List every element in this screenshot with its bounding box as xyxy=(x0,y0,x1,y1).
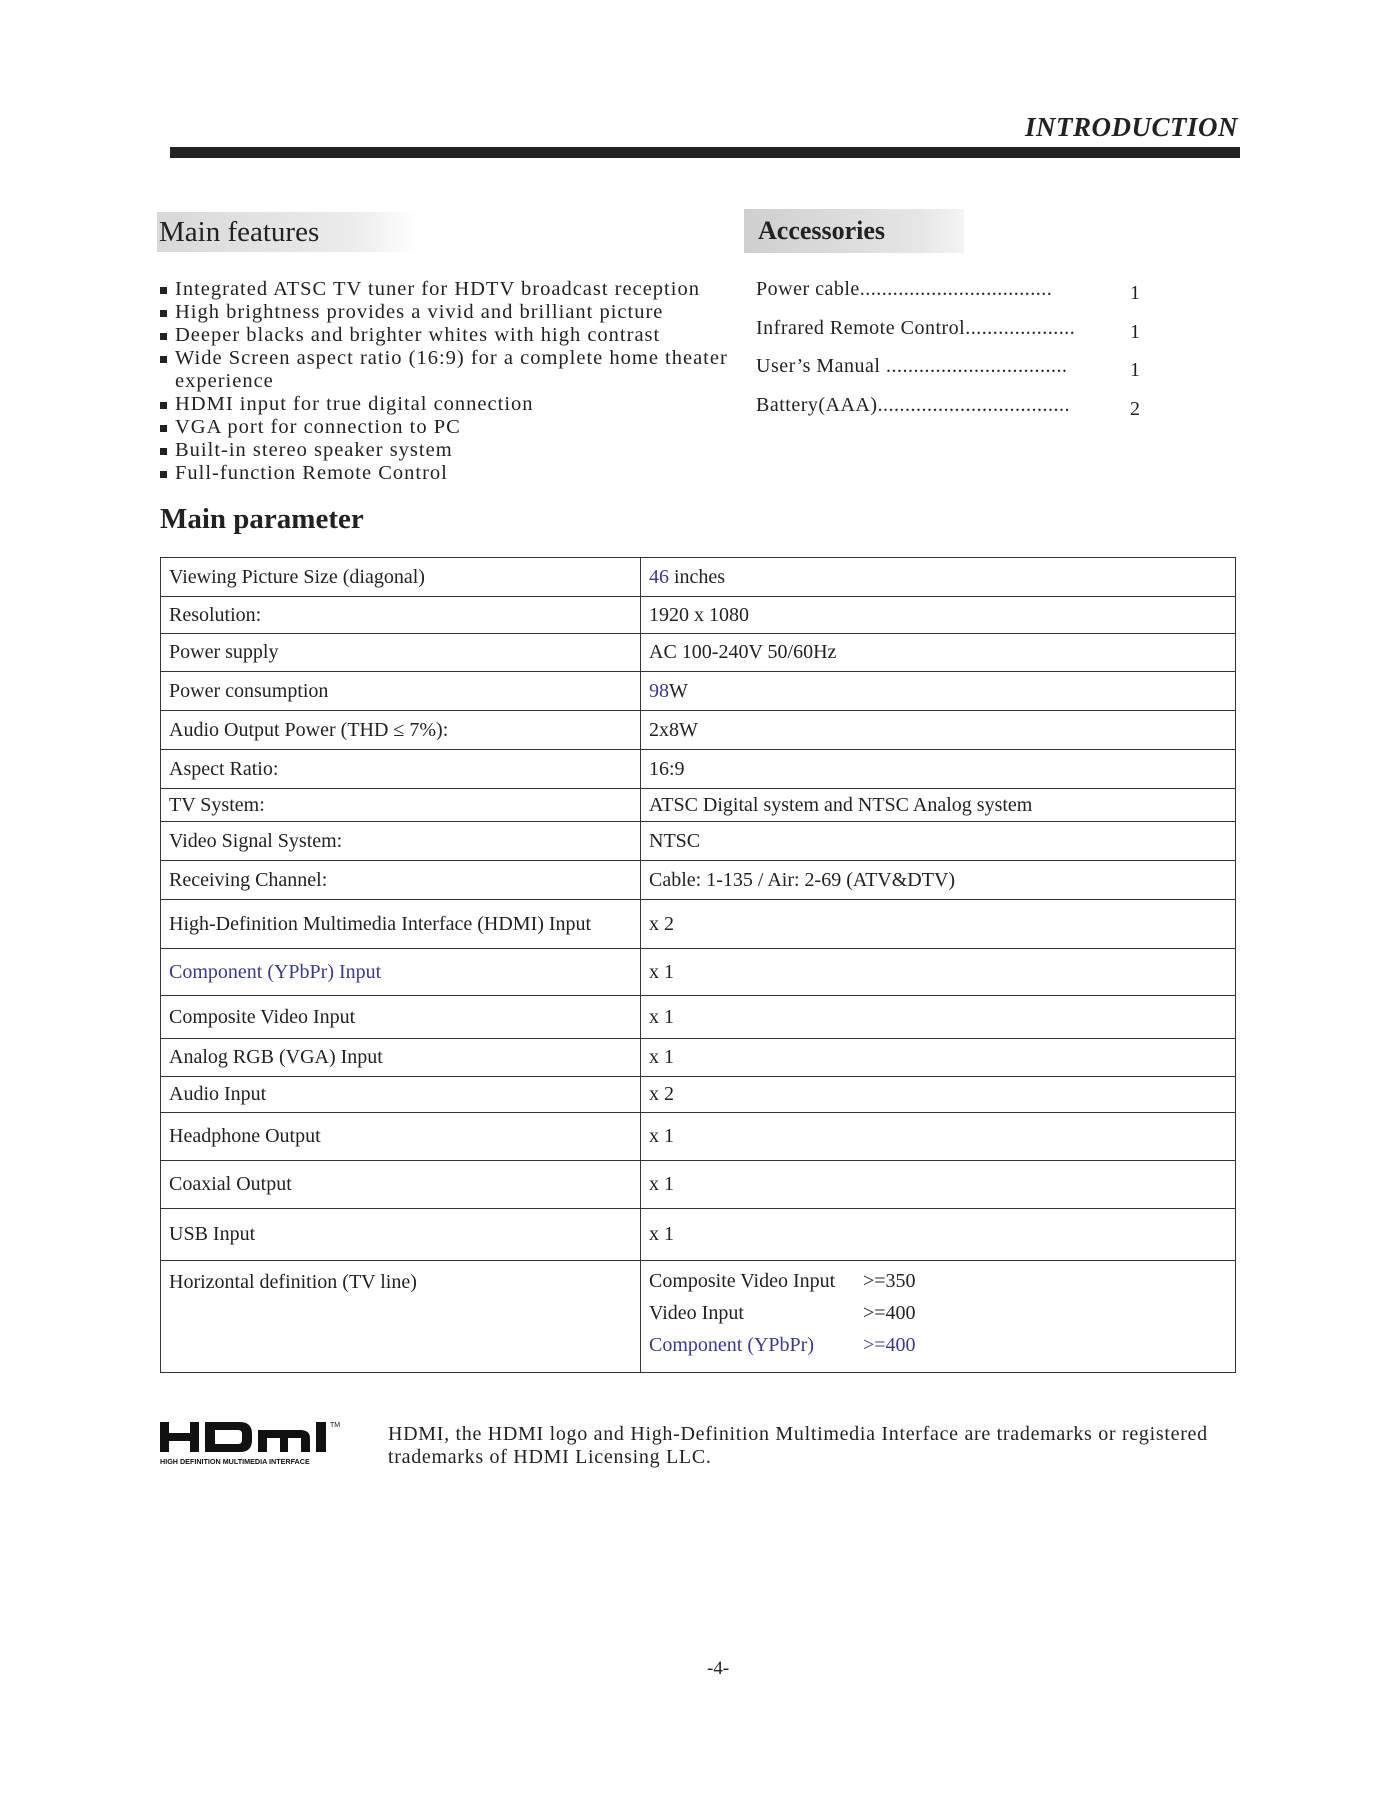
svg-text:TM: TM xyxy=(330,1422,341,1429)
accessories-list xyxy=(756,278,1146,432)
param-label: Analog RGB (VGA) Input xyxy=(161,1039,641,1077)
bullet-square-icon xyxy=(160,425,167,432)
param-value: x 2 xyxy=(641,900,1236,949)
table-row xyxy=(161,1209,1236,1261)
feature-item: Built-in stereo speaker system xyxy=(160,439,740,462)
trademark-note: HDMI, the HDMI logo and High-Definition Multimedia Interface are trademarks or registered trademarks of HDMI Licensing LLC. xyxy=(388,1423,1208,1468)
param-label: Headphone Output xyxy=(161,1113,641,1161)
feature-item: Deeper blacks and brighter whites with high contrast xyxy=(160,324,740,347)
param-label: USB Input xyxy=(161,1209,641,1261)
param-label: High-Definition Multimedia Interface (HDMI) Input xyxy=(161,900,641,949)
table-row xyxy=(161,996,1236,1039)
table-row xyxy=(161,949,1236,996)
param-value: Cable: 1-135 / Air: 2-69 (ATV&DTV) xyxy=(641,861,1236,900)
accessory-label: Battery(AAA)................................... xyxy=(756,393,1071,416)
param-value: x 1 xyxy=(641,1039,1236,1077)
header-rule xyxy=(170,147,1240,158)
table-row xyxy=(161,750,1236,789)
param-label: Power supply xyxy=(161,634,641,672)
param-value: 46 inches xyxy=(641,558,1236,597)
table-row xyxy=(161,900,1236,949)
bullet-square-icon xyxy=(160,471,167,478)
feature-item: High brightness provides a vivid and brilliant picture xyxy=(160,301,740,324)
accessory-qty: 1 xyxy=(1130,359,1141,381)
param-label: Composite Video Input xyxy=(161,996,641,1039)
param-value: x 1 xyxy=(641,1209,1236,1261)
accessory-label: User’s Manual ................................. xyxy=(756,355,1068,377)
param-value: x 1 xyxy=(641,996,1236,1039)
table-row xyxy=(161,711,1236,750)
table-row xyxy=(161,1077,1236,1113)
accessory-row xyxy=(756,317,1146,356)
hdef-line: Video Input >=400 xyxy=(649,1302,916,1324)
page-header-title: INTRODUCTION xyxy=(1024,112,1238,142)
bullet-square-icon xyxy=(160,333,167,340)
feature-item: Wide Screen aspect ratio (16:9) for a complete home theater experience xyxy=(160,347,740,393)
param-label: Receiving Channel: xyxy=(161,861,641,900)
bullet-square-icon xyxy=(160,310,167,317)
param-value: NTSC xyxy=(641,822,1236,861)
table-row xyxy=(161,672,1236,711)
param-label: Audio Input xyxy=(161,1077,641,1113)
accessory-row xyxy=(756,394,1146,433)
table-row xyxy=(161,861,1236,900)
param-value: 16:9 xyxy=(641,750,1236,789)
param-value-multiline xyxy=(641,1261,1236,1373)
param-label: Video Signal System: xyxy=(161,822,641,861)
table-row xyxy=(161,1261,1236,1373)
table-row xyxy=(161,822,1236,861)
table-row xyxy=(161,1161,1236,1209)
features-list xyxy=(160,278,740,485)
param-label: Component (YPbPr) Input xyxy=(161,949,641,996)
param-value: 2x8W xyxy=(641,711,1236,750)
accessory-row xyxy=(756,355,1146,394)
param-value-highlight: 98 xyxy=(649,679,669,702)
accessory-qty: 2 xyxy=(1130,397,1141,420)
param-value: ATSC Digital system and NTSC Analog system xyxy=(641,789,1236,822)
accessory-qty: 1 xyxy=(1130,282,1141,304)
feature-item: Integrated ATSC TV tuner for HDTV broadcast reception xyxy=(160,278,740,301)
bullet-square-icon xyxy=(160,287,167,294)
accessory-row xyxy=(756,278,1146,317)
svg-text:HIGH DEFINITION MULTIMEDIA INT: HIGH DEFINITION MULTIMEDIA INTERFACE xyxy=(160,1457,310,1466)
main-parameter-heading: Main parameter xyxy=(160,503,364,535)
param-label: TV System: xyxy=(161,789,641,822)
parameter-table xyxy=(160,557,1236,1373)
feature-item: HDMI input for true digital connection xyxy=(160,393,740,416)
param-label: Audio Output Power (THD ≤ 7%): xyxy=(161,711,641,750)
param-label: Resolution: xyxy=(161,597,641,634)
param-label: Coaxial Output xyxy=(161,1161,641,1209)
param-value: x 1 xyxy=(641,949,1236,996)
page-number: -4- xyxy=(707,1658,730,1679)
table-row xyxy=(161,1113,1236,1161)
param-value: AC 100-240V 50/60Hz xyxy=(641,634,1236,672)
bullet-square-icon xyxy=(160,448,167,455)
param-label: Viewing Picture Size (diagonal) xyxy=(161,558,641,597)
table-row xyxy=(161,634,1236,672)
param-value: x 2 xyxy=(641,1077,1236,1113)
accessories-heading: Accessories xyxy=(744,209,964,253)
param-value-highlight: 46 xyxy=(649,565,669,588)
accessory-label: Power cable................................... xyxy=(756,278,1053,300)
param-label: Horizontal definition (TV line) xyxy=(161,1261,641,1373)
bullet-square-icon xyxy=(160,356,167,363)
main-features-heading: Main features xyxy=(157,212,419,252)
table-row xyxy=(161,789,1236,822)
bullet-square-icon xyxy=(160,402,167,409)
table-row xyxy=(161,597,1236,634)
table-row xyxy=(161,558,1236,597)
param-value: x 1 xyxy=(641,1113,1236,1161)
param-value: 98W xyxy=(641,672,1236,711)
param-label: Power consumption xyxy=(161,672,641,711)
hdef-line: Component (YPbPr) >=400 xyxy=(649,1334,916,1356)
feature-item: VGA port for connection to PC xyxy=(160,416,740,439)
table-row xyxy=(161,1039,1236,1077)
accessory-label: Infrared Remote Control.................... xyxy=(756,316,1076,339)
param-value: x 1 xyxy=(641,1161,1236,1209)
accessory-qty: 1 xyxy=(1130,320,1141,343)
feature-item: Full-function Remote Control xyxy=(160,462,740,485)
hdef-line: Composite Video Input >=350 xyxy=(649,1270,916,1292)
param-label: Aspect Ratio: xyxy=(161,750,641,789)
param-value: 1920 x 1080 xyxy=(641,597,1236,634)
hdmi-logo xyxy=(160,1418,375,1468)
